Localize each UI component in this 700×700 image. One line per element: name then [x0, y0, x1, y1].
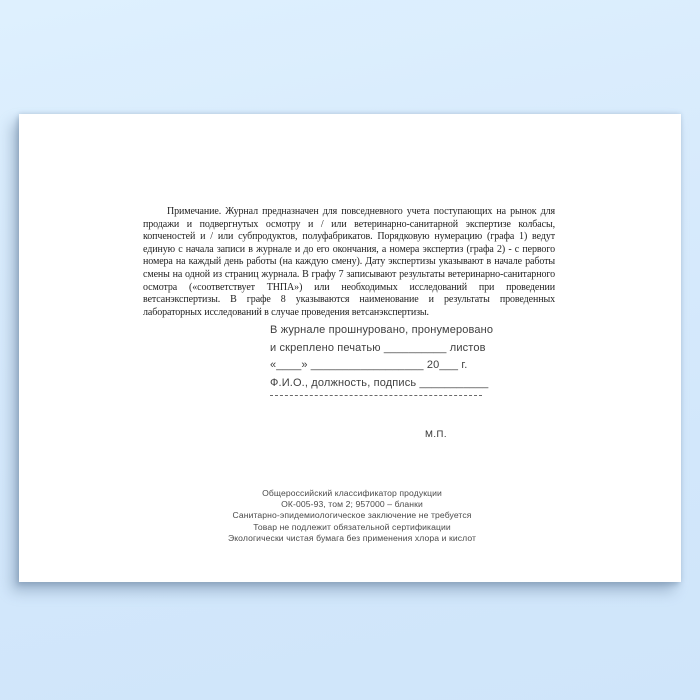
certification-line-2: и скреплено печатью __________ листов	[270, 341, 486, 354]
footer-imprint	[21, 488, 683, 544]
footer-line-ok-code: ОК-005-93, том 2; 957000 – бланки	[281, 499, 423, 510]
certification-line-1: В журнале прошнуровано, пронумеровано	[270, 324, 494, 336]
dashed-signature-line	[270, 395, 482, 396]
certification-line-3: «____» __________________ 20___ г.	[270, 359, 468, 371]
certification-block	[270, 322, 500, 392]
stamp-place-label: М.П.	[425, 429, 448, 440]
footer-line-eco-paper: Экологически чистая бумага без применения хлора и кислот	[227, 532, 477, 543]
certification-line-4: Ф.И.О., должность, подпись ___________	[270, 376, 489, 389]
note-paragraph: Примечание. Журнал предназначен для повседневного учета поступающих на рынок для продажи и подвергнутых осмотру и / или ветеринарно-санитарной экспертизе колбасы, копченостей и / или субпродуктов, полуфабрикатов. Порядковую нумерацию (графа 1) ведут единую с начала записи в журнале и до его окончания, а номера экспертиз (графа 2) - с первого номера на каждый день работы (на каждую смену). Дату экспертизы указывают в начале работы смены на одной из страниц журнала. В графу 7 записывают результаты ветеринарно-санитарного осмотра («соответствует ТНПА») или необходимых исследований при проведении ветсанэкспертизы. В графе 8 указываются наименование и результаты проведенных лабораторных исследований в случае проведения ветсанэкспертизы.	[143, 206, 555, 318]
document-page	[19, 114, 681, 582]
footer-line-sanitary: Санитарно-эпидемиологическое заключение не требуется	[232, 510, 472, 521]
footer-line-classifier: Общероссийский классификатор продукции	[262, 488, 442, 498]
footer-line-certification: Товар не подлежит обязательной сертификации	[253, 521, 451, 532]
